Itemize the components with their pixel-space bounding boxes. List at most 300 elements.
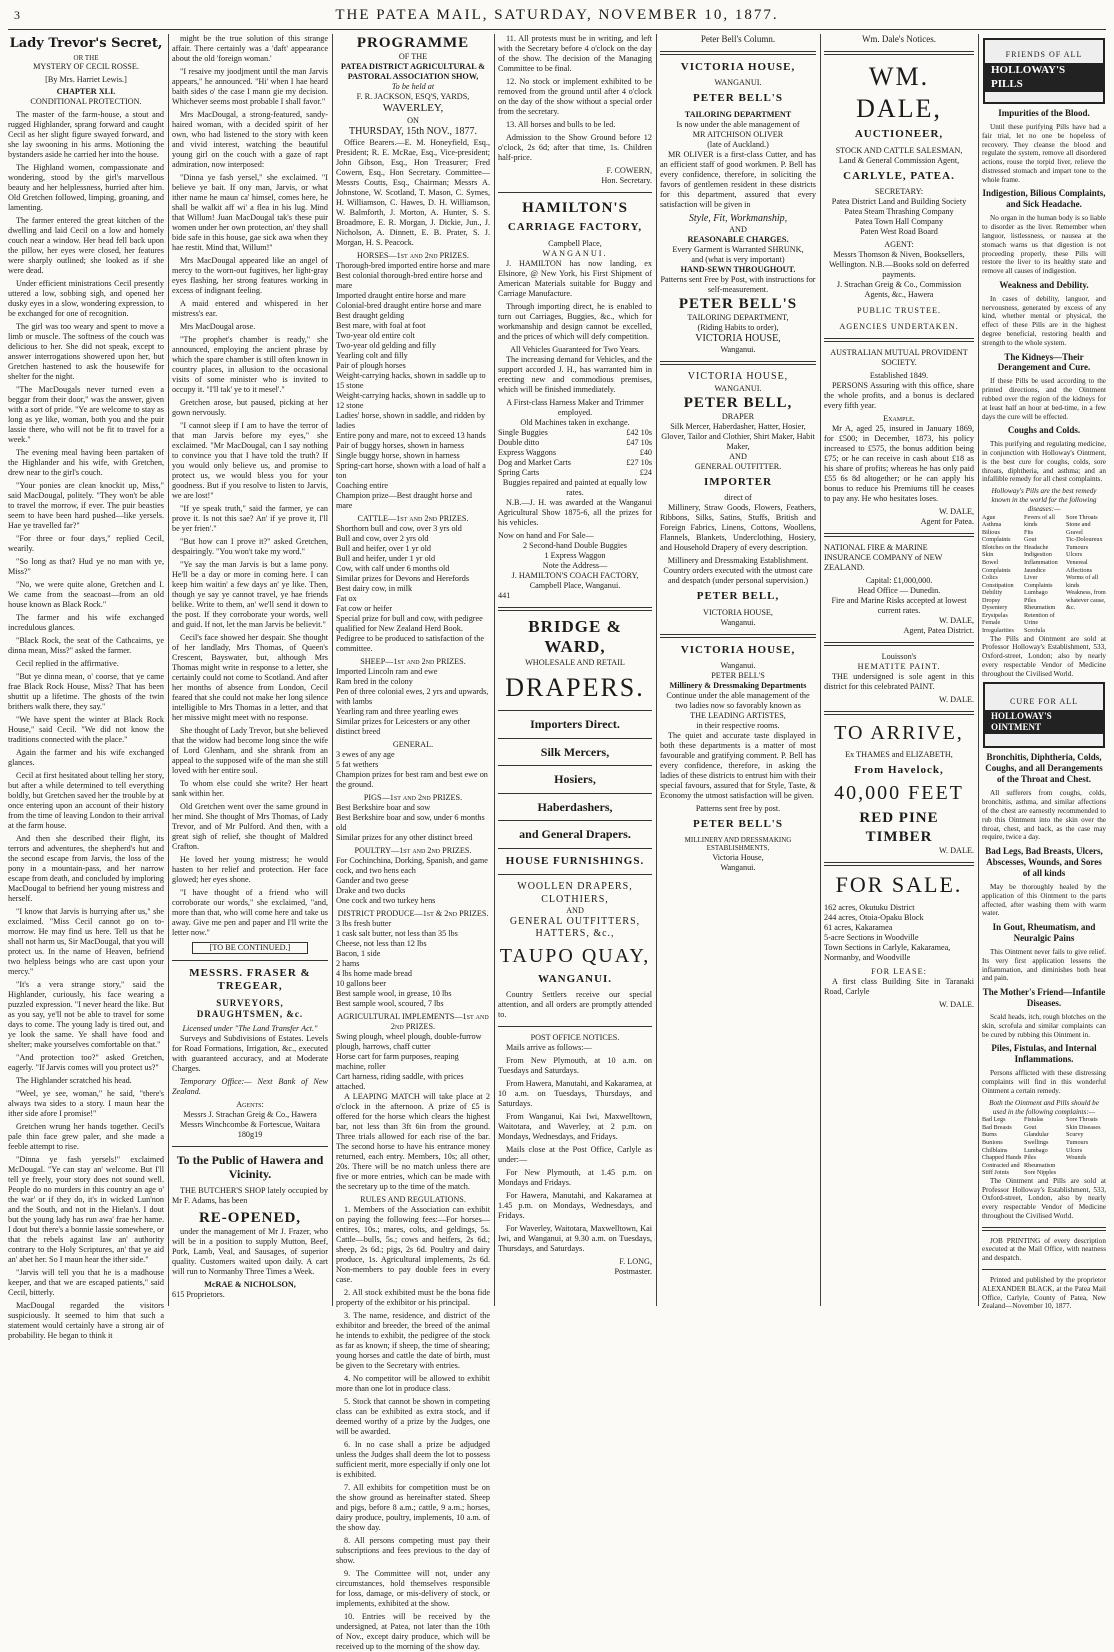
prize-item: Best Berkshire boar and sow (336, 802, 431, 812)
disease-item: Liver Complaints (1024, 574, 1053, 589)
peter-bell-column-title: Peter Bell's Column. (700, 34, 776, 44)
story-paragraph: "Jarvis will tell you that he is a madhouse keeper, and that we are escaped patients," said Cecil, bitterly. (8, 1268, 164, 1298)
victoria-house-1: VICTORIA HOUSE, (680, 60, 796, 73)
disease-item: Inflammation (1024, 558, 1058, 566)
holloway-heading-9: The Mother's Friend—Infantile Diseases. (982, 987, 1106, 1009)
dale-stock: STOCK AND CATTLE SALESMAN, (835, 145, 963, 155)
column-divider (820, 34, 821, 1306)
prize-item: Champion prizes for best ram and best ewe on the ground. (336, 769, 488, 789)
rule-item: 7. All exhibits for competition must be on the show ground as hereinafter stated. Sheep and pigs, before 8 a.m.; cattle, 9 a.m.; horses, dairy produce, poultry, implements, 10 a.m. of the show day. (336, 1482, 490, 1532)
divider (498, 848, 652, 849)
masthead-title: THE PATEA MAIL, SATURDAY, NOVEMBER 10, 1877. (335, 7, 779, 23)
story-paragraph: "I resaive my joodjment until the man Jarvis appears," he announced. "Hi' when I hae heard baith sides o' the case I mann gie my decision. Whichever seems most probable I shall favor." (172, 67, 328, 106)
disease-list (982, 514, 1106, 635)
disease-item: Gout (1024, 536, 1037, 544)
story-paragraph: "Ye say the man Jarvis is but a lame pony. He'll be a day or more in coming here. I can keep him waitin' a few days an' ye like. Then, though ye say ye cannot travel, ye hae friends belike. Write to them, an' we'll send it down to the post. If they corroborate your words, well and guid. If not, let the man Jarvis be believit." (172, 560, 328, 629)
story-paragraph: To whom else could she write? Her heart sank within her. (172, 779, 328, 798)
divider (660, 634, 816, 638)
price-row (498, 458, 652, 468)
arrive-timber: RED PINE TIMBER (859, 810, 939, 845)
disease-item: Dropsy (982, 596, 1001, 604)
peter-bell-name: PETER BELL'S (693, 92, 783, 105)
butcher-signature: McRAE & NICHOLSON, (204, 1280, 296, 1290)
prize-item: One cock and two turkey hens (336, 895, 436, 905)
peter-bell-3-importer: IMPORTER (703, 475, 773, 488)
dale-town: CARLYLE, PATEA. (843, 169, 955, 182)
prize-item: Similar prizes for Devons and Herefords (336, 573, 470, 583)
story-paragraph: "So long as that? Hud ye no man with ye, Miss?" (8, 557, 164, 577)
dale-agent-heading: AGENT: (884, 240, 914, 250)
fraser-agents-heading: Agents: (236, 1099, 264, 1109)
story-paragraph: "I know that Jarvis is hurrying after us," she exclaimed. "Miss Cecil cannot go on to-morrow. He may find us here. Tell us that he shall not harm us, Sir MacDougal, that you will protect us. In the name of Heaven, befriend two helpless beings who are cast upon your mercy." (8, 907, 164, 977)
post-office-line: For Waverley, Waitotara, Maxwelltown, Kai Iwi, and Wanganui, at 9.30 a.m. on Tuesdays, Thursdays, and Saturdays. (498, 1223, 652, 1253)
story-paragraph: "Dinna ye fash yersel," she exclaimed. "I believe ye bait. If ony man, Jarvis, or what ither name he maun ca' himsel, comes here, he shall be walkit aff wi' a flea in his lug. Mind that Willum! Juan MacDougal tak's these puir women under her own protection, an' they shall bide safe in this house, gae sick awa when they hae restit. Mind that, Willum!" (172, 173, 328, 252)
ointment-list (982, 1116, 1106, 1177)
hamilton-title: HAMILTON'S (522, 200, 628, 216)
holloway-heading-4: The Kidneys—Their Derangement and Cure. (997, 351, 1091, 373)
peter-bell-3-signature: PETER BELL, (696, 590, 780, 603)
prize-item: Ladies' horse, shown in saddle, and ridden by ladies (336, 410, 486, 430)
arrive-quantity: 40,000 FEET (834, 782, 964, 805)
prize-section-heading: HORSES—1st and 2nd PRIZES. (357, 250, 469, 260)
story-paragraph: Again the farmer and his wife exchanged glances. (8, 748, 164, 768)
peter-bell-tailoring: TAILORING DEPARTMENT (684, 109, 792, 119)
story-paragraph: Under efficient ministrations Cecil presently uttered a low, sobbing sigh, and opened her dusky eyes in a slow, wondering expression, to be exchanged for one of recognition. (8, 279, 164, 319)
holloway-heading-8: In Gout, Rheumatism, and Neuralgic Pains (992, 922, 1096, 944)
disease-item: Female Irregularities (982, 619, 1014, 634)
fraser-title: MESSRS. FRASER & TREGEAR, (189, 967, 311, 993)
holloway-body-5: This purifying and regulating medicine, in conjunction with Holloway's Ointment, is the best cure for coughs, colds, sore throats, diphtheria, and asthma; and an infallible remedy for all chest complaints. (982, 440, 1106, 484)
post-signature-2: Postmaster. (614, 1266, 652, 1276)
rule-item: 12. No stock or implement exhibited to be removed from the ground until after 4 o'clock on the day of the show without a special order from the secretary. (498, 77, 652, 116)
story-paragraph: "Black Rock, the seat of the Cathcairns, ye dinna mean, Miss?" asked the farmer. (8, 636, 164, 656)
price-item: Express Waggons (498, 447, 557, 457)
rules-heading: RULES AND REGULATIONS. (360, 1194, 466, 1204)
column-divider (332, 34, 333, 1306)
peter-bell-shrunk: Every Garment is Warranted SHRUNK, (672, 244, 804, 254)
bridge-quay: TAUPO QUAY, (499, 945, 651, 968)
secretary-item: Paten West Road Board (860, 227, 938, 237)
hamilton-guarantee: All Vehicles Guaranteed for Two Years. (510, 344, 640, 354)
peter-bell-tailoring-body: Is now under the able management of (676, 119, 800, 129)
post-office-line: From Wanganui, Kai Iwi, Maxwelltown, Waitotara, and Waverley, at 2 p.m. on Mondays, Wednesdays, and Fridays. (498, 1111, 652, 1141)
divider (824, 862, 974, 866)
programme-place: WAVERLEY, (382, 102, 444, 115)
prize-item: Coaching entire (336, 480, 389, 490)
fraser-body: Surveys and Subdivisions of Estates. Levels for Road Formations, Irrigation, &c., executed with guaranteed accuracy, and at Moderate Charges. (172, 1033, 328, 1073)
story-paragraph: might be the true solution of this strange affair. There certainly was a 'daft' appearance about the old 'foreign woman.' (172, 34, 328, 63)
hamilton-nb: N.B.—J. H. was awarded at the Wanganui Agricultural Show 1875-6, all the prizes for his vehicles. (498, 497, 652, 527)
hematite-heading-1: Louisson's (881, 652, 917, 662)
prize-item: Bull and cow, over 2 yrs old (336, 533, 429, 543)
holloway-heading-3: Weakness and Debility. (999, 279, 1089, 290)
column-dale-notices (824, 34, 974, 1304)
prize-item: Two-year old entire colt (336, 330, 415, 340)
prize-item: 1 cask salt butter, not less than 35 lbs (336, 928, 458, 938)
ointment-item: Lumbago (1024, 1146, 1048, 1154)
national-fire-capital: Capital: £1,000,000. (865, 576, 933, 586)
amp-signature-2: Agent for Patea. (920, 517, 974, 527)
arrive-from: From Havelock, (854, 763, 944, 776)
story-paragraph: Cecil at first hesitated about telling her story, but after a while determined to tell everything boldly, but Gretchen saved her the trouble by at once entering upon an account of their history from the time of leaving London to their arrival at the farm house. (8, 771, 164, 831)
story-paragraph: Old Gretchen went over the same ground in her mind. She thought of Mrs Thomas, of Lady Trevor, and of Mr Pulford. And then, with a great sigh of relief, she thought of Maldred Crafton. (172, 802, 328, 851)
post-office-line: From New Plymouth, at 10 a.m. on Tuesdays and Saturdays. (498, 1055, 652, 1075)
peter-bell-3-and: AND (729, 451, 747, 461)
disease-item: Bowel Complaints (982, 558, 1011, 574)
column-divider (494, 34, 495, 1306)
prize-item: Weight-carrying hacks, shown in saddle up to 12 stone (336, 390, 486, 410)
rule-item: 6. In no case shall a prize be adjudged unless the Judges shall deem the lot to possess sufficient merit, more especially if only one lot is exhibited. (336, 1439, 491, 1479)
holloway-body-8: May be thoroughly healed by the application of this Ointment to the parts affected, after washing them with warm water. (982, 882, 1106, 918)
sale-item: 2 Second-hand Double Buggies (523, 540, 627, 550)
masthead (0, 0, 1114, 30)
peter-bell-3-draper: DRAPER (721, 411, 755, 421)
disease-item: Ulcers (1066, 551, 1083, 559)
arrive-signature: W. DALE. (939, 846, 974, 855)
peter-bell-2-town: Wanganui. (720, 345, 756, 355)
disease-item: Rheumatism (1024, 604, 1056, 612)
masthead-rule (8, 29, 1106, 30)
prize-item: Fat cow or heifer (336, 603, 393, 613)
dale-auctioneer: AUCTIONEER, (854, 128, 944, 141)
disease-item: Weakness, from whatever cause, &c. (1066, 589, 1106, 612)
story-paragraph: Gretchen wrung her hands together. Cecil's pale thin face grew paler, and she made a feeble attempt to rise. (8, 1122, 164, 1152)
peter-bell-5-victoria: Victoria House, (712, 852, 764, 862)
fraser-agents: Messrs J. Strachan Greig & Co., Hawera Messrs Winchcombe & Fortescue, Waitara 180g19 (180, 1109, 320, 1139)
ointment-item: Sore Throats (1066, 1116, 1098, 1124)
disease-item: Colics (982, 574, 998, 582)
holloway-body-12: The Ointment and Pills are sold at Professor Holloway's Establishment, 533, Oxford-street, London, also by nearly every respectable Vendor of Medicine throughout the Civilised World. (982, 1176, 1106, 1220)
peter-bell-3-victoria: VICTORIA HOUSE, (703, 607, 773, 617)
prize-sections (336, 251, 490, 1092)
ointment-item: Bad Breasts (982, 1123, 1012, 1131)
bridge-lines (498, 710, 652, 842)
divider (172, 1146, 328, 1147)
prize-section-heading: SHEEP—1st and 2nd PRIZES. (360, 656, 466, 666)
to-be-continued: [TO BE CONTINUED.] (192, 942, 308, 954)
disease-item: Fits (1024, 528, 1034, 536)
sale-item: 5-acre Sections in Woodville (824, 932, 919, 942)
price-value: £47 10s (626, 437, 652, 447)
column-divider (656, 34, 657, 1306)
post-office-line: For Hawera, Manutahi, and Kakaramea at 1.45 p.m. on Mondays, Wednesdays, and Fridays. (498, 1190, 652, 1220)
divider (498, 710, 652, 711)
peter-bell-3-list: Silk Mercer, Haberdasher, Hatter, Hosier, Glover, Tailor and Clothier, Shirt Maker, Habit Maker, (661, 421, 815, 451)
peter-bell-manager-2: (late of Auckland.) (707, 139, 769, 149)
prize-item: 4 lbs home made bread (336, 968, 412, 978)
story-paragraph: The farmer entered the great kitchen of the dwelling and laid Cecil on a low and homely couch near a window. Her head fell back upon the pillow, her eyes were closed, her features were sharply outlined; she looked as if she were dead. (8, 216, 164, 276)
national-fire-office: Head Office — Dunedin. (857, 586, 941, 596)
story-paragraph: "The prophet's chamber is ready," she announced, employing the ancient phrase by which the spare chamber is still often known in country places, in allusion to the occasional visits of some minister who is invited to occupy it. "I'll tak' ye to it mesel'." (172, 335, 328, 394)
prize-item: 10 gallons beer (336, 978, 387, 988)
divider (824, 338, 974, 342)
column-serial-story (8, 34, 164, 1341)
peter-bell-3-town: Wanganui. (720, 617, 756, 627)
ointment-item: Bad Legs (982, 1116, 1006, 1124)
holloway-body-4: If these Pills be used according to the printed directions, and the Ointment rubbed over the region of the kidneys for at least half an hour at bed-time, in a few days the cure will be effected. (982, 377, 1106, 421)
peter-bell-4-body: Continue under the able management of the two ladies now so favorably known as (666, 691, 810, 711)
disease-item: Lumbago (1024, 589, 1048, 597)
sale-item: 1 Express Waggon (544, 550, 606, 560)
dale-public-trustee: PUBLIC TRUSTEE. (857, 306, 941, 316)
ointment-item: Sore Nipples (1024, 1169, 1057, 1177)
story-paragraph: "Dinna ye fash yersels!" exclaimed McDougal. "Ye can stay an' welcome. But I'll tell ye freely, your story does not sound well. People do no murders in this country an age o' the war' or if they do, it's in wicked Lun'non and the South, and not in the Hielan's. I dout but the young lady has run awa' frae her hame. I dout but there's a bonnie lassie somewhere, or that the rebels against law an' authority contrary to the Holy Scriptures, an' that ye aid an' abet her. So I maun hear the ither side." (8, 1155, 164, 1265)
chapter-subheading: CONDITIONAL PROTECTION. (30, 97, 142, 107)
amp-body: PERSONS Assuring with this office, share the whole profits, and a bonus is declared every fifth year. (824, 381, 974, 411)
rules-list (336, 1205, 490, 1652)
divider (498, 820, 652, 821)
disease-item: Retention of Urine (1024, 611, 1055, 627)
post-office-line: For New Plymouth, at 1.45 p.m. on Mondays and Fridays. (498, 1167, 652, 1187)
holloway-heading-5: Coughs and Colds. (1007, 425, 1081, 436)
disease-item: Blotches on the Skin (982, 543, 1021, 559)
disease-item: Constipation (982, 581, 1014, 589)
secretary-item: Patea Town Hall Company (854, 217, 944, 227)
bridge-and: AND (566, 905, 584, 915)
hamilton-body-3: The increasing demand for Vehicles, and the support accorded J. H., has warranted him in erecting new and commodious premises, which will be finished immediately. (498, 354, 652, 394)
disease-item: Fevers of all kinds (1024, 513, 1055, 529)
peter-bell-charges: REASONABLE CHARGES. (687, 234, 789, 244)
rule-item: 11. All protests must be in writing, and left with the Secretary before 4 o'clock on the day of the show. The decision of the Managing Committee to be final. (498, 34, 652, 73)
ointment-item: Burns (982, 1131, 997, 1139)
prize-item: Cow, with calf under 6 months old (336, 563, 450, 573)
peter-bell-5-name: PETER BELL'S (693, 818, 783, 831)
prize-item: For Cochinchina, Dorking, Spanish, and game cock, and two hens each (336, 855, 488, 875)
secretary-item: Patea District Land and Building Society (831, 197, 967, 207)
divider (498, 874, 652, 875)
programme-on: ON (407, 115, 419, 125)
disease-item: Dysentery (982, 604, 1008, 612)
victoria-house-3-town: Wanganui. (720, 661, 756, 671)
victoria-house-1-town: WANGANUI. (714, 78, 762, 88)
holloway-heading-2: Indigestion, Bilious Complaints, and Sick Headache. (982, 188, 1106, 210)
story-paragraph: Cecil replied in the affirmative. (16, 659, 119, 669)
chapter-heading: CHAPTER XLI. (56, 87, 116, 97)
story-paragraph: "No, we were quite alone, Gretchen and I. We came from the seacoast—from an old house known as Black Rock." (8, 580, 164, 610)
amp-example: Mr A, aged 25, insured in January 1869, for £500; in December, 1873, his policy increased to £575, the bonus addition being £75; or he can receive in cash about £18 as his share of profits; whereas he has only paid £55 6s 8d altogether; or he can apply his bonus to reduce his Premiums till he ceases to pay any. He who hesitates loses. (824, 424, 974, 504)
bridge-line: Silk Mercers, (540, 744, 610, 759)
disease-item: Jaundice (1024, 566, 1046, 574)
disease-item: Bilious Complaints (982, 528, 1011, 544)
story-paragraph: "I have thought of a friend who will corroborate our words," she exclaimed, "and, more than that, who will come here and take us away. Give me pen and paper and I'll write the letter now." (172, 888, 328, 937)
prize-section-heading: POULTRY—1st and 2nd PRIZES. (354, 845, 472, 855)
dale-secretary-heading: SECRETARY: (874, 187, 924, 197)
prize-item: Drake and two ducks (336, 885, 406, 895)
story-paragraph: Mrs MacDougal arose. (180, 322, 256, 331)
ointment-logo-name: HOLLOWAY'S OINTMENT (985, 710, 1103, 734)
peter-bell-4-rooms: in their respective rooms. (696, 721, 780, 731)
ointment-item: Tumours (1066, 1138, 1089, 1146)
peter-bell-3-name: PETER BELL, (683, 394, 793, 411)
holloway-note: Holloway's Pills are the best remedy known in the world for the following diseases:— (991, 487, 1097, 513)
price-list (498, 428, 652, 478)
prize-item: 2 hams (336, 958, 360, 968)
ointment-item: Chilblains (982, 1146, 1008, 1154)
story-subtitle-2: MYSTERY OF CECIL ROSSE. (33, 62, 139, 72)
story-paragraph: "For three or four days," replied Cecil, wearily. (8, 534, 164, 554)
holloway-ointment-logo (983, 682, 1105, 748)
peter-bell-hand-sewn: HAND-SEWN THROUGHOUT. (680, 264, 796, 274)
prize-item: Pair of buggy horses, shown in harness (336, 440, 465, 450)
disease-item: Piles (1024, 596, 1037, 604)
story-paragraph: "The MacDougals never turned even a beggar from their door," was the answer, given with a sort of pride. "Ye are welcome to stay as long as ye like, woman, both you and the puir lassie there, who will not be fit to travel for a week." (8, 385, 164, 445)
ointment-item: Glandular Swellings (1024, 1131, 1049, 1146)
prize-item: Entire pony and mare, not to exceed 13 hands (336, 430, 486, 440)
column-peter-bell (660, 34, 816, 1304)
bridge-hatters: HATTERS, &c., (535, 927, 615, 939)
prize-item: Best draught gelding (336, 310, 405, 320)
holloway-body-1: Until these purifying Pills have had a fair trial, let no one be hopeless of recovery. They cleanse the blood and regulate the system, remove all disordered actions, rouse the torpid liver, relieve the distressed stomach and impart tone to the whole frame. (982, 122, 1106, 184)
post-office-body (498, 1043, 652, 1254)
hamilton-note: Note the Address— (542, 560, 608, 570)
national-fire-heading: NATIONAL FIRE & MARINE INSURANCE COMPANY of NEW ZEALAND. (824, 543, 943, 573)
rule-item: Admission to the Show Ground before 12 o'clock, 2s 6d; after that time, 1s. Children half-price. (498, 133, 652, 162)
holloway-note-2: Both the Ointment and Pills should be used in the following complaints:— (989, 1098, 1099, 1116)
story-paragraph: Cecil's face showed her despair. She thought of her landlady, Mrs Thomas, of Queen's Crescent, Bayswater, but, although Mrs Thomas might write in response to a letter, she certainly could not come to Scotland. And after her months of absence from London, Cecil feared that she could not make her long silence intelligible to Mrs Thomas in a letter, and that her missive might meet with no response. (172, 633, 328, 722)
column-divider (168, 34, 169, 1306)
divider (498, 607, 652, 611)
story-body (8, 110, 164, 1341)
rule-item: 10. Entries will be received by the undersigned, at Patea, not later than the 10th of Nov., except dairy produce, which will be received up to the morning of the show day. (336, 1611, 490, 1651)
rule-item: 9. The Committee will not, under any circumstances, hold themselves responsible for loss, damage, or mis-delivery of stock, or implements, exhibited at the show. (336, 1568, 490, 1608)
pills-logo-name: HOLLOWAY'S PILLS (985, 63, 1103, 92)
leaping-match: A LEAPING MATCH will take place at 2 o'clock in the afternoon. A prize of £5 is offered for the horse which clears the highest bar, not less than 3ft 6in from the ground. Three trials allowed for each rise of the bar. The second horse to have his entrance money returned, each entry. Members, 10s; all other, 20s. There will be no match unless there are five or more entries, which can be made with the secretary up to the time of the match. (336, 1091, 490, 1191)
amp-example-heading: Example. (883, 414, 915, 424)
column-hamilton-bridge (498, 34, 652, 1304)
arrive-ships: Ex THAMES and ELIZABETH, (845, 749, 953, 759)
prize-item: Bull and heifer, under 1 yr old (336, 553, 436, 563)
rule-item: 5. Stock that cannot be shown in competing class can be exhibited as extra stock, and if deemed worthy of a prize by the Judges, one will be awarded. (336, 1396, 490, 1436)
bridge-drapers: DRAPERS. (505, 673, 645, 703)
price-value: £24 (639, 467, 652, 477)
bridge-line: and General Drapers. (519, 827, 631, 842)
imprint: Printed and published by the proprietor ALEXANDER BLACK, at the Patea Mail Office, Carlyle, County of Patea, New Zealand—November 10, 1877. (982, 1276, 1106, 1311)
sale-heading: FOR SALE. (835, 872, 963, 897)
divider (982, 1269, 1106, 1270)
peter-bell-2-victoria: VICTORIA HOUSE, (695, 333, 781, 345)
peter-bell-style: Style, Fit, Workmanship, (688, 212, 788, 224)
prize-item: Best dairy cow, in milk (336, 583, 413, 593)
prize-item: Weight-carrying hacks, shown in saddle up to 15 stone (336, 370, 486, 390)
rules-continued (498, 34, 652, 163)
disease-item: Tumours (1066, 543, 1089, 551)
story-body-continued (172, 34, 328, 938)
prize-item: Swing plough, wheel plough, double-furrow plough, harrows, chaff cutter (336, 1031, 482, 1051)
story-paragraph: The girl was too weary and spent to move a limb or muscle. The softness of the couch was delicious to her. She did not speak, except to answer interrogations showered upon her, but Gretchen hastened to ask the housewife for shelter for the night. (8, 322, 164, 382)
prize-item: Ram bred in the colony (336, 676, 413, 686)
story-author: [By Mrs. Harriet Lewis.] (45, 75, 127, 85)
disease-item: Erysipelas (982, 611, 1008, 619)
peter-bell-4-body-2: The quiet and accurate taste displayed in both these departments is a matter of most favourable and gratifying comment. P. Bell has every confidence, therefore, in asking the ladies of these districts to entrust him with their special favours, assured that for Style, Taste, & Economy the utmost satisfaction will be given. (660, 731, 816, 801)
holloway-pills-logo (983, 38, 1105, 104)
disease-item: Stone and Gravel (1066, 521, 1091, 536)
price-value: £42 10s (626, 427, 652, 437)
peter-bell-4-patterns: Patterns sent free by post. (695, 804, 781, 814)
price-item: Dog and Market Carts (498, 457, 571, 467)
divider (498, 1026, 652, 1027)
prize-item: Two-year old gelding and filly (336, 340, 436, 350)
prize-item: Pair of plough horses (336, 360, 406, 370)
story-paragraph: MacDougal regarded the visitors suspiciously. It seemed to him that such a statement would certainly have a strong air of probability. He began to think it (8, 1301, 164, 1341)
price-row (498, 438, 652, 448)
holloway-heading-10: Piles, Fistulas, and Internal Inflammations. (991, 1043, 1097, 1065)
fraser-subtitle: SURVEYORS, DRAUGHTSMEN, &c. (196, 997, 304, 1019)
rule-item: 13. All horses and bulls to be led. (506, 120, 616, 129)
rule-item: 2. All stock exhibited must be the bona fide property of the exhibitor or his principal. (336, 1287, 490, 1307)
divider (172, 960, 328, 961)
prize-item: Horse cart for farm purposes, reaping machine, roller (336, 1051, 459, 1071)
holloway-heading-1: Impurities of the Blood. (998, 108, 1090, 118)
sale-item: 61 acres, Kakaramea (824, 922, 893, 932)
ointment-item: Gout (1024, 1123, 1037, 1131)
butcher-signature-2: 615 Proprietors. (172, 1290, 225, 1300)
prize-item: Bull and heifer, over 1 yr old (336, 543, 431, 553)
hamilton-place: Campbell Place, (548, 238, 602, 248)
prize-section-heading: AGRICULTURAL IMPLEMENTS—1st and 2nd PRIZES. (337, 1011, 489, 1031)
amp-established: Established 1849. (869, 371, 929, 381)
bridge-title: BRIDGE & WARD, (528, 616, 622, 657)
arrive-heading: TO ARRIVE, (834, 722, 964, 745)
rule-item: 3. The name, residence, and district of the exhibitor and breeder, the breed of the animal he intends to exhibit, the pedigree of the stock as far as known; if sheep, the time of shearing; young horses and cattle the date of birth, must be given to the Secretary with entries. (336, 1310, 490, 1370)
disease-item: Debility (982, 589, 1003, 597)
price-value: £40 (639, 447, 652, 457)
holloway-body-2: No organ in the human body is so liable to disorder as the liver. Remember when languor, listlessness, or nausea at the stomach warns us that digestion is not proceeding properly, these Pills will restore the liver to its healthy state and remove all causes of indigestion. (982, 214, 1106, 276)
peter-bell-4-millinery: Millinery & Dressmaking Departments (669, 681, 807, 691)
divider (498, 765, 652, 766)
sale-item: 162 acres, Okutuku District (824, 902, 915, 912)
divider (982, 1227, 1106, 1231)
fraser-office: Temporary Office:— Next Bank of New Zealand. (172, 1076, 328, 1096)
story-paragraph: Gretchen arose, but paused, picking at her gown nervously. (172, 398, 328, 417)
ointment-item: Ulcers (1066, 1146, 1083, 1154)
programme-heading: PROGRAMME (356, 35, 470, 51)
holloway-body-11: Persons afflicted with these distressing complaints will find in this wonderful Ointment a certain remedy. (982, 1069, 1106, 1095)
victoria-house-2: VICTORIA HOUSE, (687, 371, 789, 383)
bridge-outfitters: GENERAL OUTFITTERS, (509, 915, 641, 927)
story-paragraph: The master of the farm-house, a stout and rugged Highlander, sprang forward and caught Cecil as her slight figure swayed forward, and she lay swooning in his arms. Motioning the bystanders aside he carried her into the house. (8, 110, 164, 160)
story-paragraph: "Your ponies are clean knockit up, Miss," said MacDougal, politely. "They won't be able to travel the morrow, if ever. The puir beasties seem to have been hard pushed—like yersels. Hae ye travelled far?" (8, 481, 164, 531)
bridge-country: Country Settlers receive our special attention, and all orders are promptly attended to. (498, 989, 652, 1019)
national-fire-body: Fire and Marine Risks accepted at lowest current rates. (831, 596, 967, 616)
hamilton-harness: A First-class Harness Maker and Trimmer employed. (506, 397, 644, 417)
disease-item: Venereal Affections (1066, 558, 1093, 574)
hamilton-sale-items (498, 541, 652, 561)
prize-item: Single buggy horse, shown in harness (336, 450, 460, 460)
holloway-body-3: In cases of debility, languor, and nervousness, generated by excess of any kind, whether mental or physical, the effect of these Pills are in the highest degree beneficial, restoring health and strength to the whole system. (982, 294, 1106, 347)
programme-yards: F. R. JACKSON, ESQ'S, YARDS, (356, 92, 470, 102)
post-signature: F. LONG, (619, 1256, 652, 1266)
prize-item: Colonial-bred draught entire horse and mare (336, 300, 482, 310)
holloway-body-6: The Pills and Ointment are sold at Professor Holloway's Establishment, 533, Oxford-street, London; also by nearly every respectable Vendor of Medicine throughout the Civilised World. (982, 634, 1106, 678)
hamilton-repaired: Buggies repaired and painted at equally low rates. (502, 477, 648, 497)
peter-bell-4-name: PETER BELL'S (711, 671, 765, 681)
hamilton-sale: Now on hand and For Sale— (498, 530, 594, 540)
prize-section-heading: GENERAL. (392, 739, 434, 749)
prize-section-heading: DISTRICT PRODUCE—1st & 2nd PRIZES. (337, 908, 489, 918)
post-office-line: Mails close at the Post Office, Carlyle as under:— (498, 1144, 652, 1164)
holloway-body-7: All sufferers from coughs, colds, bronchitis, asthma, and similar affections of the chest are earnestly recommended to rub this Ointment into the skin over the throat, chest, and back, as the case may require, twice a day. (982, 789, 1106, 842)
peter-bell-2-tailoring: TAILORING DEPARTMENT, (687, 313, 789, 323)
ointment-item: Wounds (1066, 1154, 1087, 1162)
prize-section-heading: PIGS—1st and 2nd PRIZES. (363, 792, 463, 802)
prize-section-heading: CATTLE—1st and 2nd PRIZES. (357, 513, 469, 523)
prize-item: Yearling colt and filly (336, 350, 408, 360)
disease-item: Sore Throats (1066, 513, 1098, 521)
dale-name: WM. DALE, (856, 61, 942, 123)
job-printing: JOB PRINTING of every description executed at the Mail Office, with neatness and despatch. (982, 1236, 1106, 1263)
disease-item: Ague (982, 513, 996, 521)
sale-list (824, 903, 974, 963)
